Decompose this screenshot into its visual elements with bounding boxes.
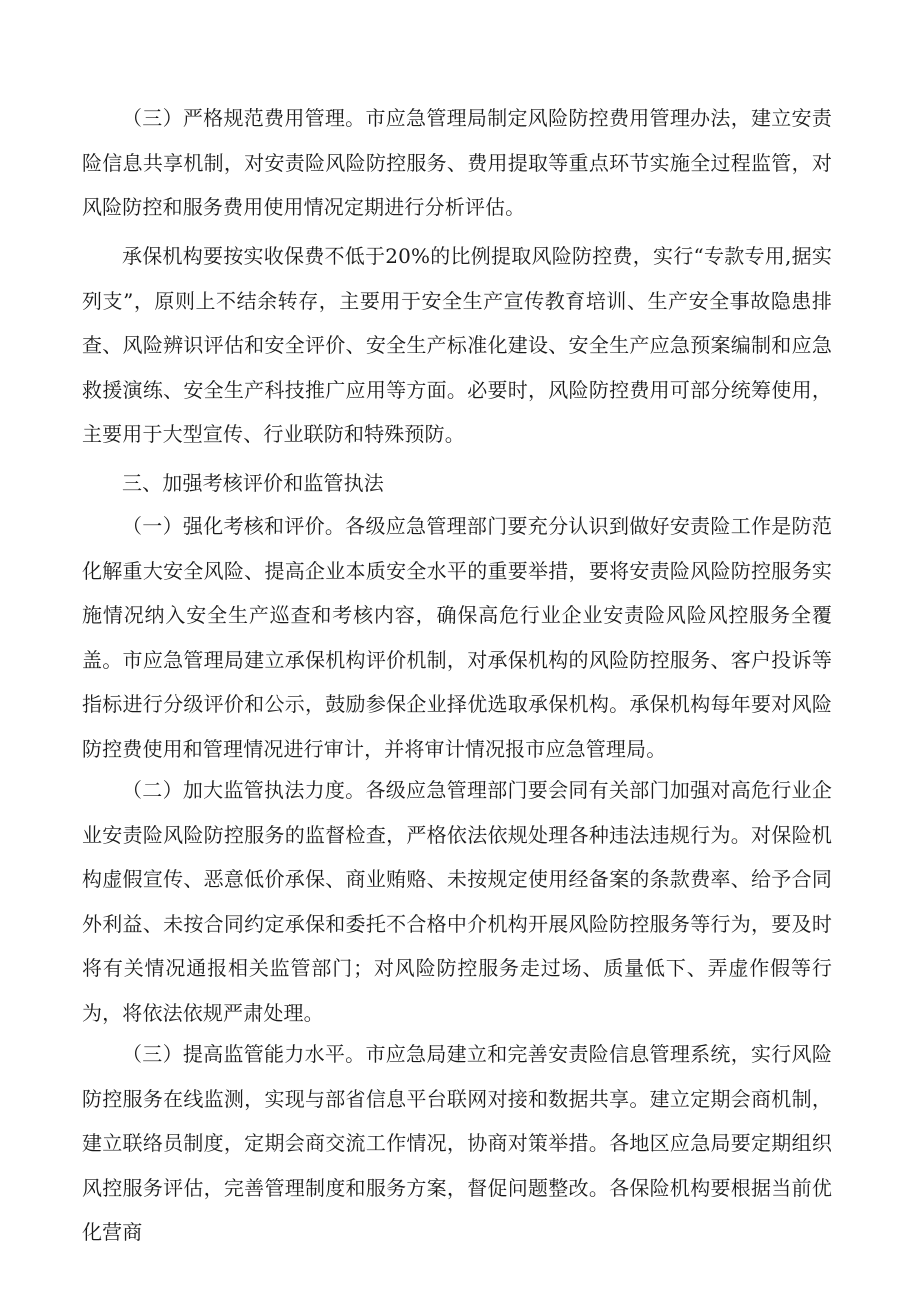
paragraph-fee-management: （三）严格规范费用管理。市应急管理局制定风险防控费用管理办法，建立安责险信息共享机制，对安责险风险防控服务、费用提取等重点环节实施全过程监管，对风险防控和服务费用使用情况定期进行分析评估。 bbox=[82, 106, 832, 219]
paragraph-assessment-evaluation: （一）强化考核和评价。各级应急管理部门要充分认识到做好安责险工作是防范化解重大安全风险、提高企业本质安全水平的重要举措，要将安责险风险防控服务实施情况纳入安全生产巡查和考核内容，确保高危行业企业安责险风险风控服务全覆盖。市应急管理局建立承保机构评价机制，对承保机构的风险防控服务、客户投诉等指标进行分级评价和公示，鼓励参保企业择优选取承保机构。承保机构每年要对风险防控费使用和管理情况进行审计，并将审计情况报市应急管理局。 bbox=[82, 514, 832, 761]
paragraph-supervision-capability: （三）提高监管能力水平。市应急局建立和完善安责险信息管理系统，实行风险防控服务在线监测，实现与部省信息平台联网对接和数据共享。建立定期会商机制，建立联络员制度，定期会商交流工作情况，协商对策举措。各地区应急局要定期组织风控服务评估，完善管理制度和服务方案，督促问题整改。各保险机构要根据当前优化营商 bbox=[82, 1042, 832, 1244]
paragraph-supervision-enforcement: （二）加大监管执法力度。各级应急管理部门要会同有关部门加强对高危行业企业安责险风险防控服务的监督检查，严格依法依规处理各种违法违规行为。对保险机构虚假宣传、恶意低价承保、商业贿赂、未按规定使用经备案的条款费率、给予合同外利益、未按合同约定承保和委托不合格中介机构开展风险防控服务等行为，要及时将有关情况通报相关监管部门；对风险防控服务走过场、质量低下、弄虚作假等行为，将依法依规严肃处理。 bbox=[82, 778, 832, 1025]
paragraph-risk-prevention-fee: 承保机构要按实收保费不低于20%的比例提取风险防控费，实行“专款专用,据实列支”，原则上不结余转存，主要用于安全生产宣传教育培训、生产安全事故隐患排查、风险辨识评估和安全评价、安全生产标准化建设、安全生产应急预案编制和应急救援演练、安全生产科技推广应用等方面。必要时，风险防控费用可部分统筹使用，主要用于大型宣传、行业联防和特殊预防。 bbox=[82, 244, 832, 446]
section-heading-assessment: 三、加强考核评价和监管执法 bbox=[122, 471, 384, 495]
